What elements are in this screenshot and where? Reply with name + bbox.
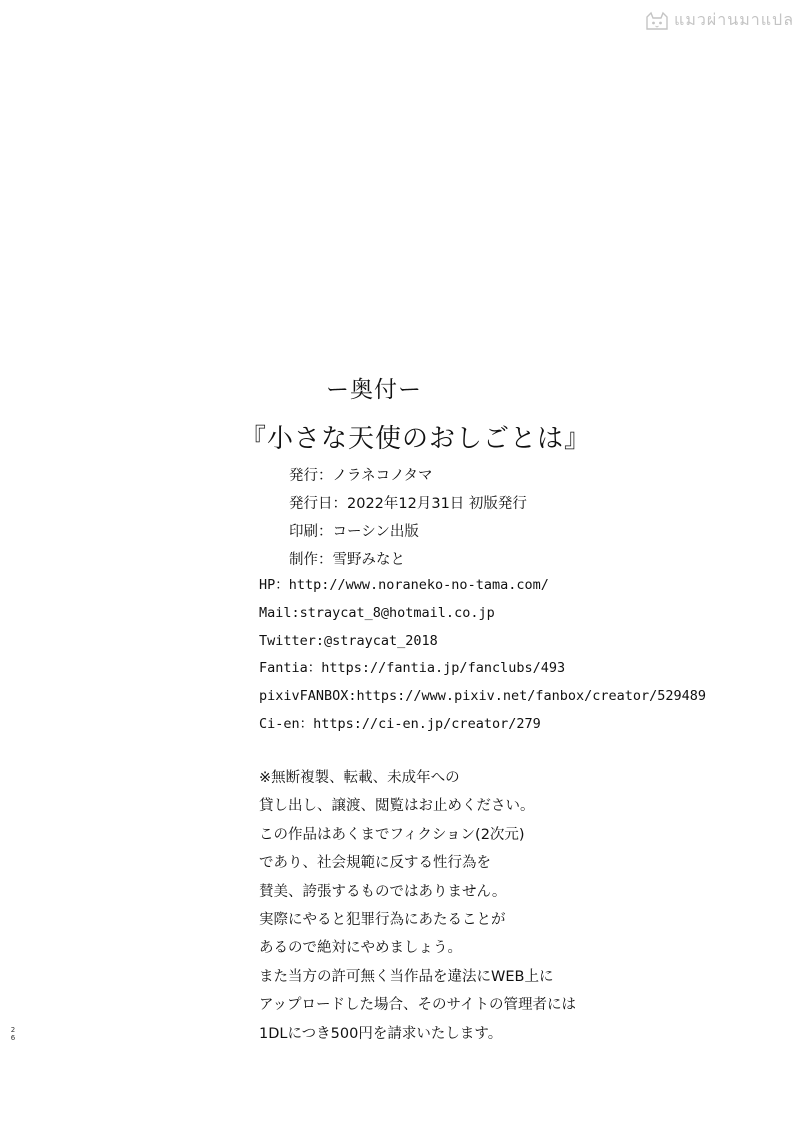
- link-fanbox: pixivFANBOX:https://www.pixiv.net/fanbox/creator/529489: [259, 688, 707, 705]
- notice-line: ※無断複製、転載、未成年への: [259, 770, 460, 786]
- notice-line: アップロードした場合、そのサイトの管理者には: [259, 997, 576, 1014]
- watermark-text: แมวผ่านมาแปล: [674, 10, 794, 29]
- link-fantia: Fantia：https://fantia.jp/fanclubs/493: [259, 660, 566, 677]
- cat-logo-icon: [644, 11, 670, 31]
- credit-printer: 印刷：コーシン出版: [289, 524, 419, 540]
- credit-author: 制作：雪野みなと: [289, 552, 405, 568]
- notice-line: であり、社会規範に反する性行為を: [259, 855, 491, 872]
- credit-publisher: 発行：ノラネコノタマ: [289, 468, 433, 484]
- colophon-heading: ー奥付ー: [326, 377, 422, 403]
- notice-line: 1DLにつき500円を請求いたします。: [259, 1025, 503, 1042]
- credit-publish-date: 発行日：2022年12月31日 初版発行: [289, 496, 527, 512]
- link-twitter: Twitter:@straycat_2018: [259, 632, 438, 649]
- notice-line: この作品はあくまでフィクション(2次元): [259, 826, 525, 843]
- notice-line: また当方の許可無く当作品を違法にWEB上に: [259, 968, 554, 985]
- link-mail: Mail:straycat_8@hotmail.co.jp: [259, 604, 495, 621]
- book-title: 『小さな天使のおしごとは』: [240, 424, 592, 454]
- link-cien: Ci-en：https://ci-en.jp/creator/279: [259, 715, 541, 732]
- contact-links: [259, 572, 706, 739]
- legal-notice: [259, 764, 576, 1048]
- notice-line: 貸し出し、譲渡、閲覧はお止めください。: [259, 798, 535, 815]
- page-number: 26: [10, 1026, 16, 1042]
- notice-line: 賛美、誇張するものではありません。: [259, 883, 507, 900]
- notice-line: あるので絶対にやめましょう。: [259, 940, 462, 957]
- translator-watermark: [644, 8, 794, 33]
- link-homepage: HP：http://www.noraneko-no-tama.com/: [259, 577, 549, 593]
- notice-line: 実際にやると犯罪行為にあたることが: [259, 911, 506, 928]
- credits-block: [289, 462, 527, 574]
